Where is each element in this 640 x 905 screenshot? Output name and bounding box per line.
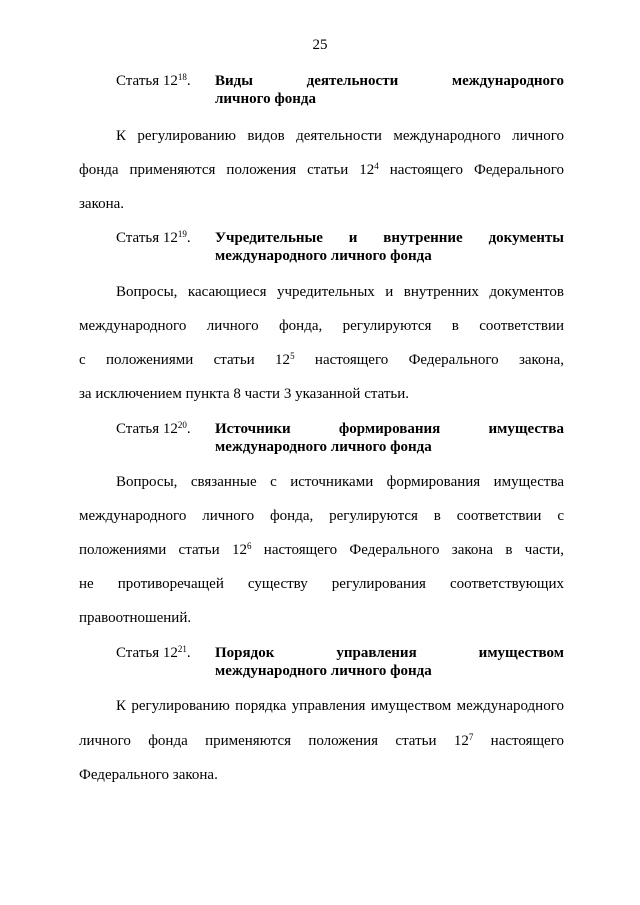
article-number: Статья $12^{19}$. [116, 229, 191, 246]
paragraph-line: Вопросы, связанные с источниками формирования имущества [116, 474, 564, 490]
paragraph-line: личного фонда применяются положения статьи $12^7$ настоящего [79, 732, 564, 749]
article-title: Порядок управления имуществом международного личного фонда [215, 645, 564, 679]
paragraph-line: Федерального закона. [79, 767, 218, 783]
paragraph-line: Вопросы, касающиеся учредительных и внутренних документов [116, 284, 564, 300]
article-number: Статья $12^{18}$. [116, 72, 191, 89]
article-number: Статья $12^{21}$. [116, 644, 191, 661]
paragraph-line: фонда применяются положения статьи $12^4$ настоящего Федерального [79, 161, 565, 178]
article-title: Виды деятельности международного личного фонда [215, 73, 564, 107]
article-title: Учредительные и внутренние документы международного личного фонда [215, 230, 564, 264]
page-number: 25 [312, 37, 328, 53]
paragraph-line: закона. [79, 196, 125, 212]
paragraph-line: К регулированию видов деятельности международного личного [116, 128, 564, 144]
paragraph-line: с положениями статьи $12^5$ настоящего Федерального закона, [79, 351, 564, 368]
article-number: Статья $12^{20}$. [116, 420, 191, 437]
paragraph-line: К регулированию порядка управления имуществом международного [116, 698, 564, 714]
paragraph-line: международного личного фонда, регулируются в соответствии [79, 318, 564, 334]
paragraph-line: не противоречащей существу регулирования соответствующих [79, 576, 564, 592]
paragraph-line: международного личного фонда, регулируются в соответствии с [79, 508, 564, 524]
article-title: Источники формирования имущества международного личного фонда [215, 421, 564, 455]
paragraph-line: положениями статьи $12^6$ настоящего Федерального закона в части, [79, 541, 564, 558]
paragraph-line: правоотношений. [79, 610, 192, 626]
paragraph-line: за исключением пункта 8 части 3 указанной статьи. [79, 386, 410, 402]
